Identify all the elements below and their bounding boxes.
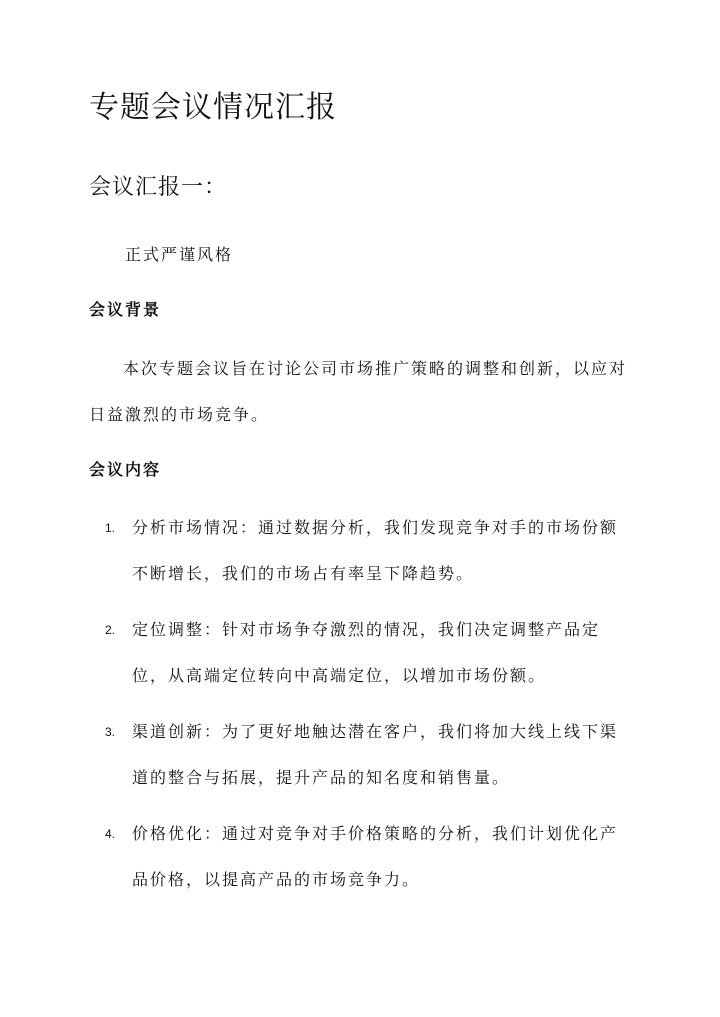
document-title: 专题会议情况汇报 <box>89 90 337 125</box>
list-item-number: 2. <box>105 623 116 637</box>
content-list <box>105 505 635 913</box>
list-item-text: 渠道创新：为了更好地触达潜在客户，我们将加大线上线下渠道的整合与拓展，提升产品的知名度和销售量。 <box>132 722 619 787</box>
list-item-text: 价格优化：通过对竞争对手价格策略的分析，我们计划优化产品价格，以提高产品的市场竞争力。 <box>132 824 619 889</box>
list-item <box>105 709 635 801</box>
style-note: 正式严谨风格 <box>125 245 234 264</box>
content-heading: 会议内容 <box>89 460 162 479</box>
list-item-number: 4. <box>105 827 116 841</box>
list-item-number: 1. <box>105 521 116 535</box>
list-item <box>105 505 635 597</box>
background-heading: 会议背景 <box>89 300 162 319</box>
list-item <box>105 811 635 903</box>
background-paragraph: 本次专题会议旨在讨论公司市场推广策略的调整和创新，以应对日益激烈的市场竞争。 <box>89 359 628 424</box>
list-item-text: 分析市场情况：通过数据分析，我们发现竞争对手的市场份额不断增长，我们的市场占有率呈下降趋势。 <box>132 518 619 583</box>
list-item-text: 定位调整：针对市场争夺激烈的情况，我们决定调整产品定位，从高端定位转向中高端定位，以增加市场份额。 <box>132 620 601 685</box>
section-title: 会议汇报一： <box>89 175 228 200</box>
list-item-number: 3. <box>105 725 116 739</box>
list-item <box>105 607 635 699</box>
